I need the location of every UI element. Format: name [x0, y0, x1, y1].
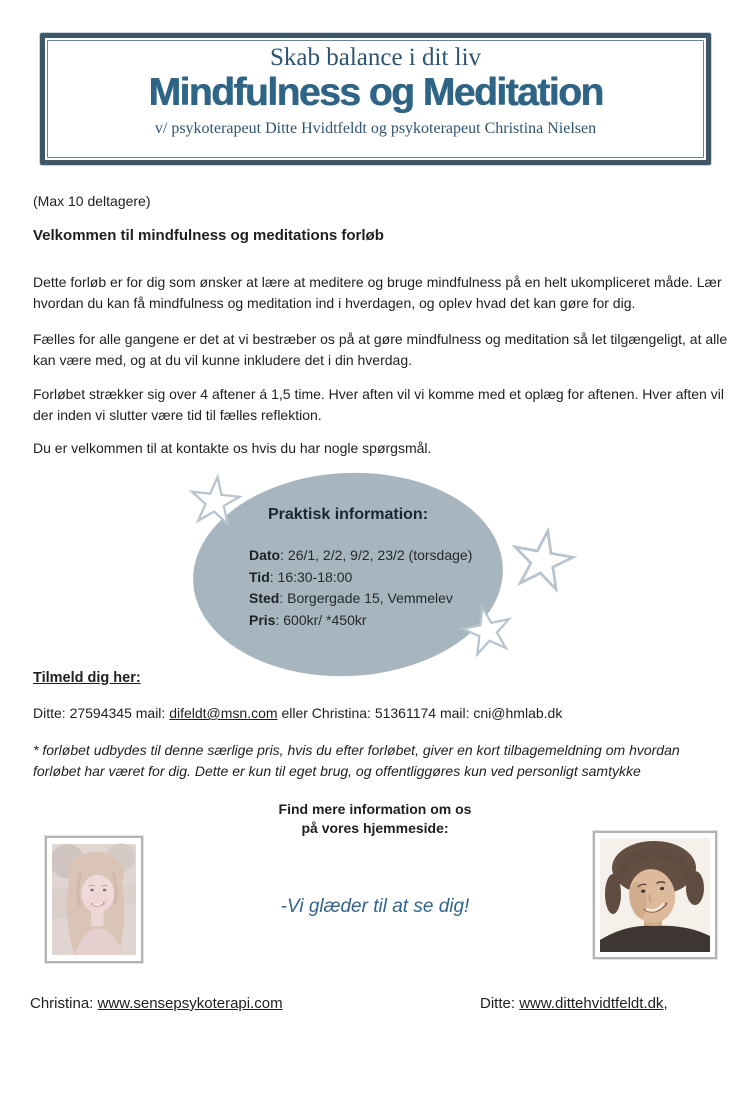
header-tagline: Skab balance i dit liv — [269, 44, 482, 71]
christina-website-link[interactable]: www.sensepsykoterapi.com — [97, 995, 283, 1012]
footer-ditte — [480, 995, 668, 1012]
portrait-dark-haired-woman-illustration — [600, 838, 710, 952]
find-more-line1: Find mere information om os — [278, 801, 472, 817]
info-value: : Borgergade 15, Vemmelev — [279, 590, 453, 606]
intro-paragraph-2: Fælles for alle gangene er det at vi bestræber os på at gøre mindfulness og meditation så let tilgængeligt, at alle kan være med, og at du vil kunne inkludere det i din hverdag. — [33, 331, 728, 368]
find-more-line2: på vores hjemmeside: — [301, 820, 449, 836]
info-row-tid — [249, 567, 472, 589]
intro-paragraph-4: Du er velkommen til at kontakte os hvis du har nogle spørgsmål. — [33, 440, 432, 456]
info-label: Tid — [249, 568, 270, 585]
info-value: : 26/1, 2/2, 9/2, 23/2 (torsdage) — [280, 547, 473, 563]
intro-paragraph-3: Forløbet strækker sig over 4 aftener á 1,5 time. Hver aften vil vi komme med et oplæg for aftenen. Hver aften vil der inden vi slutter være tid til fælles reflektion. — [33, 386, 724, 423]
closing-message: -Vi glæder til at se dig! — [280, 896, 470, 917]
header-box — [40, 33, 711, 165]
contact-line — [33, 703, 730, 724]
header-subtitle: v/ psykoterapeut Ditte Hvidtfeldt og psykoterapeut Christina Nielsen — [154, 120, 597, 137]
footer-christina — [30, 995, 283, 1012]
practical-info-title: Praktisk information: — [267, 506, 429, 523]
left-portrait-photo — [45, 836, 143, 963]
info-value: : 600kr/ *450kr — [275, 611, 367, 628]
right-portrait-photo — [593, 831, 717, 959]
contact-rest: eller Christina: 51361174 mail: cni@hmlab.dk — [277, 705, 563, 721]
footer-christina-label: Christina: — [30, 995, 98, 1012]
page-title: Mindfulness og Meditation — [148, 71, 603, 114]
info-label: Dato — [249, 547, 281, 563]
info-row-dato — [249, 545, 472, 567]
signup-heading: Tilmeld dig her: — [33, 670, 141, 686]
intro-paragraph-1: Dette forløb er for dig som ønsker at lære at meditere og bruge mindfulness på en helt ukompliceret måde. Lær hvordan du kan få mindfulness og meditation ind i hverdagen, og oplev hvad det kan gøre for dig. — [33, 274, 722, 311]
contact-prefix: Ditte: 27594345 mail: — [33, 705, 170, 721]
info-row-sted — [249, 588, 472, 610]
max-participants-note: (Max 10 deltagere) — [33, 193, 151, 209]
email-link[interactable]: difeldt@msn.com — [169, 705, 278, 721]
practical-info-list — [249, 545, 472, 631]
star-icon — [183, 470, 247, 534]
info-row-pris — [249, 610, 472, 632]
info-label: Pris — [249, 611, 276, 628]
footer-ditte-suffix: , — [663, 995, 668, 1012]
ditte-website-link[interactable]: www.dittehvidtfeldt.dk — [519, 995, 664, 1012]
welcome-heading: Velkommen til mindfulness og meditations forløb — [33, 227, 384, 244]
info-label: Sted — [249, 590, 280, 606]
price-footnote: * forløbet udbydes til denne særlige pris, hvis du efter forløbet, giver en kort tilbagemeldning om hvordan forløbet har været for dig. Dette er kun til eget brug, og offentliggøres kun ved personligt samtykke — [33, 742, 680, 779]
star-icon — [501, 520, 583, 602]
portrait-blonde-woman-illustration — [52, 843, 136, 956]
info-value: : 16:30-18:00 — [269, 568, 353, 585]
footer-ditte-label: Ditte: — [480, 995, 520, 1012]
